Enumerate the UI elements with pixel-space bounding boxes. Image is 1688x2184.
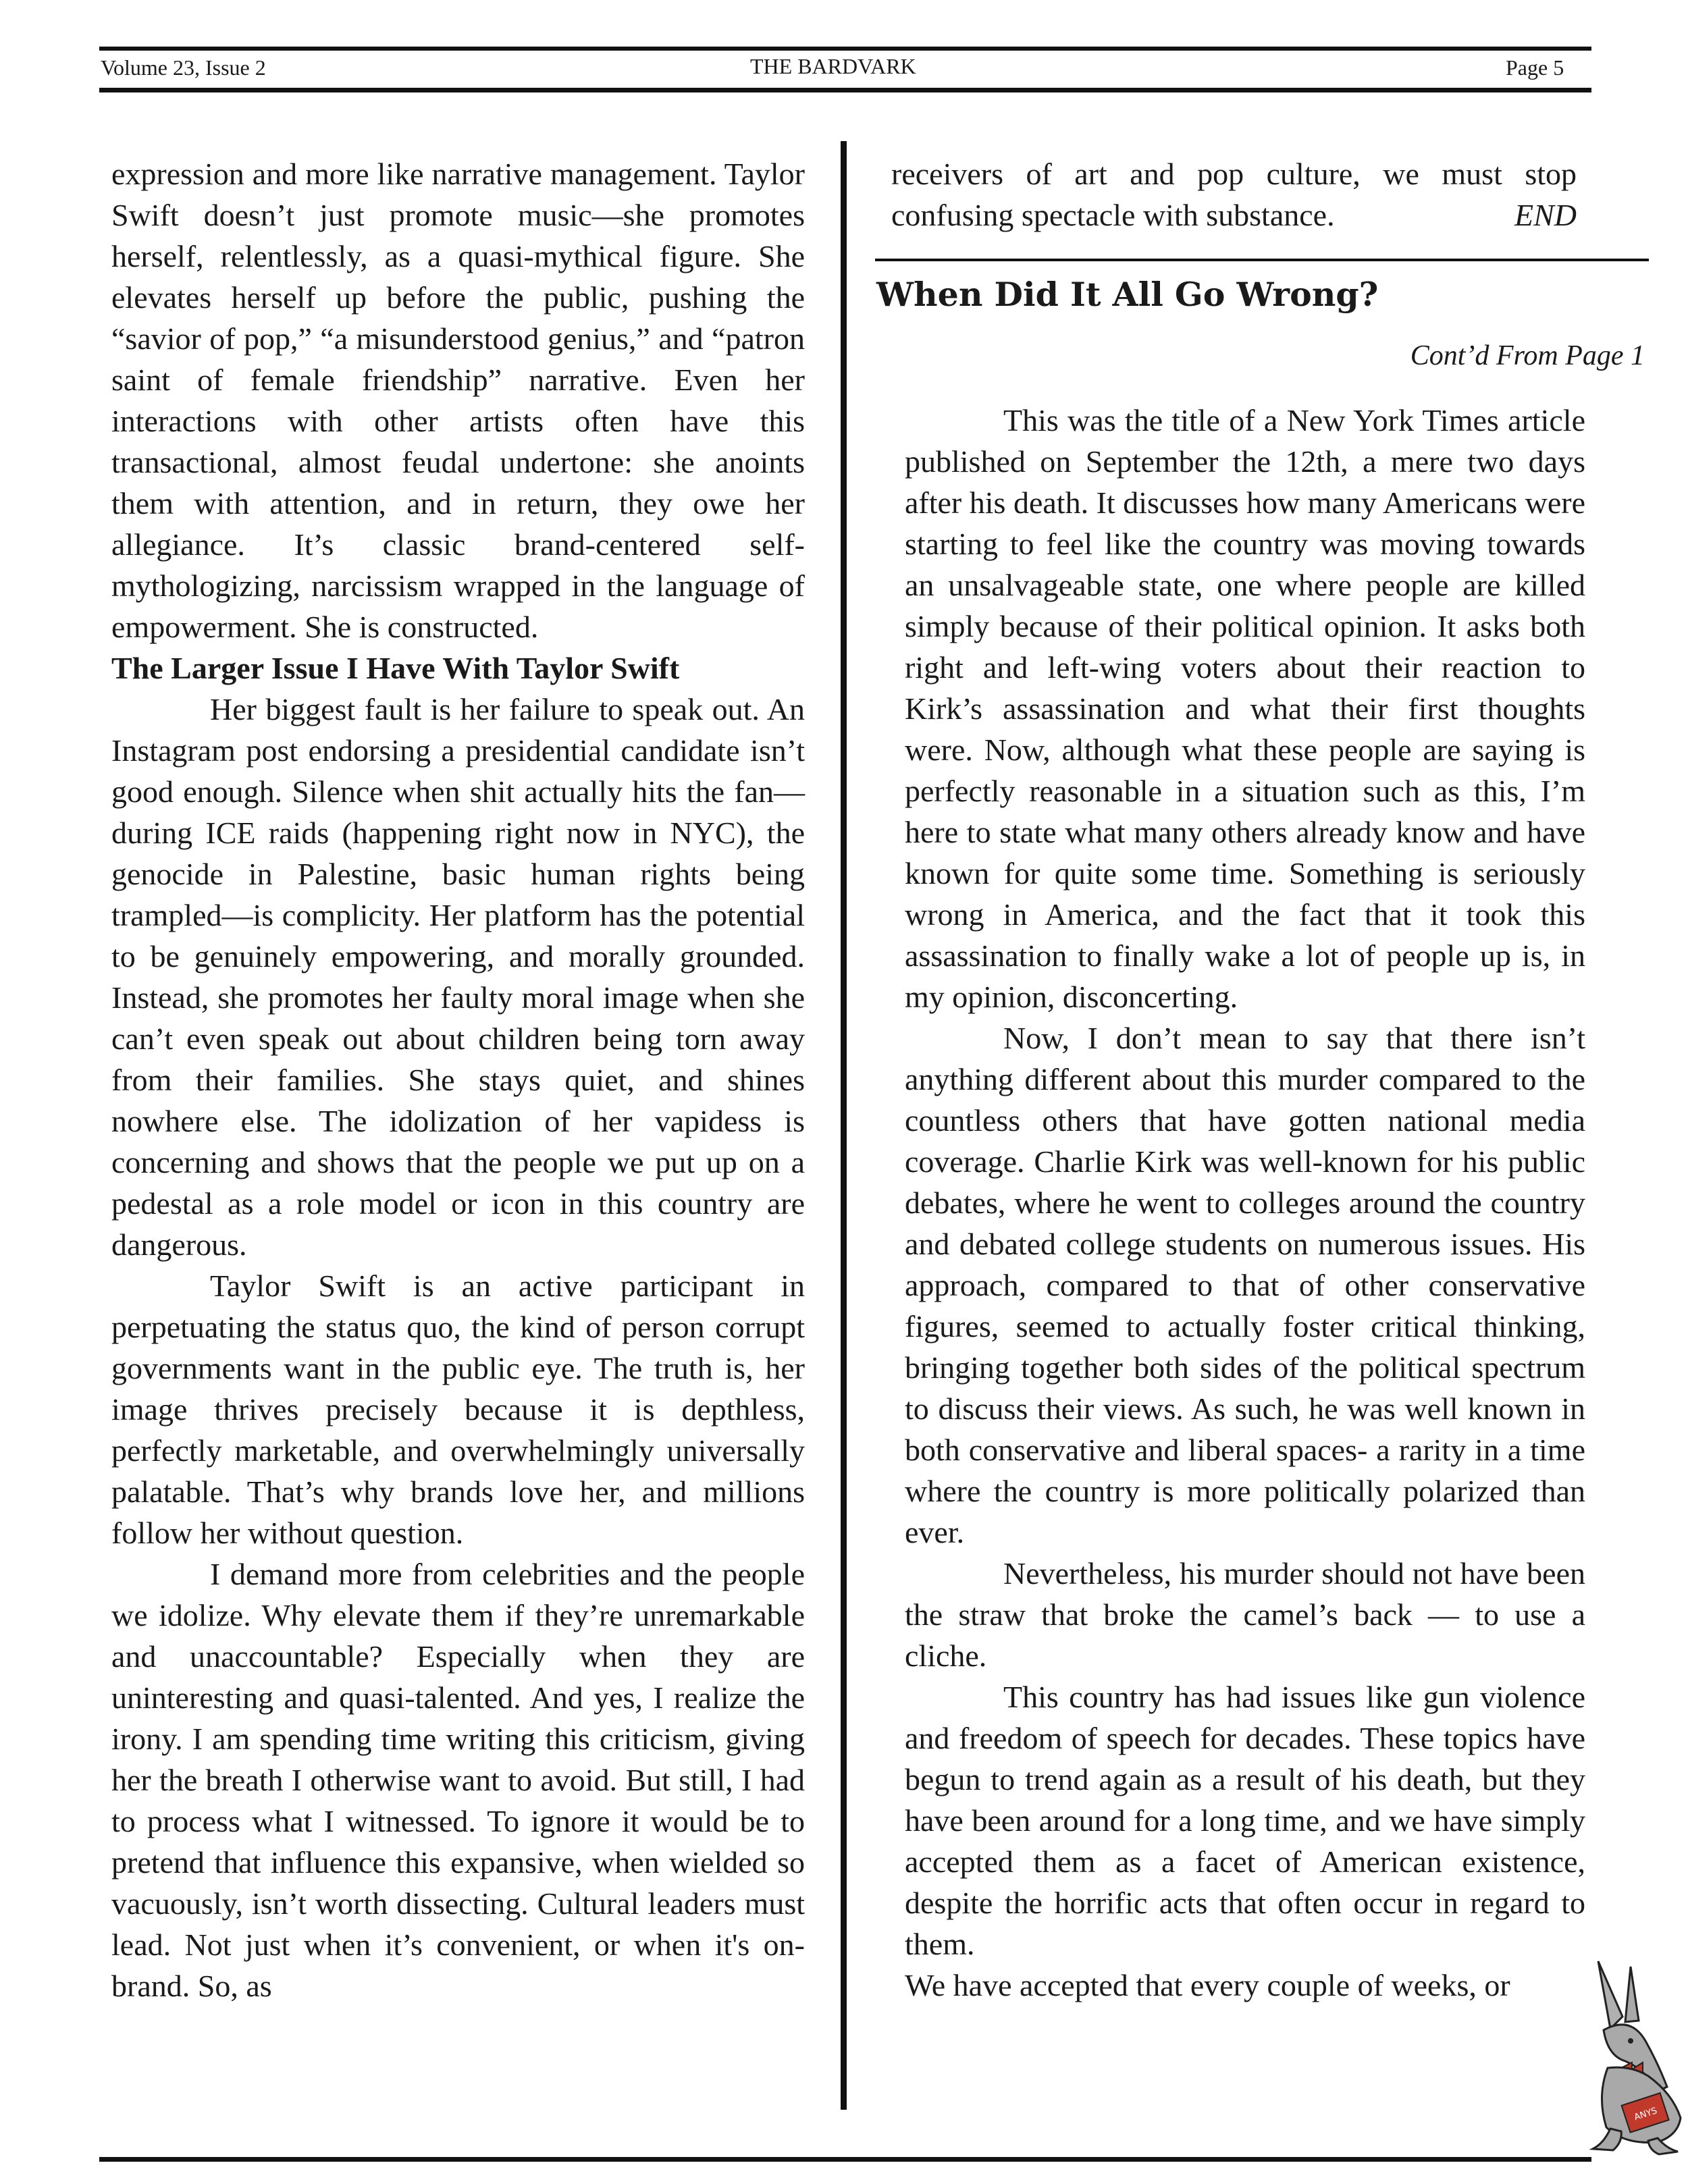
body-paragraph: Now, I don’t mean to say that there isn’t anything different about this murder compared to the countless others that have gotten national media coverage. Charlie Kirk was well-known for his public debates, where he went to colleges around the country and debated college students on numerous issues. His approach, compared to that of other conservative figures, seemed to actually foster critical thinking, bringing together both sides of the political spectrum to discuss their views. As such, he was well known in both conservative and liberal spaces- a rarity in a time where the country is more politically polarized than ever. [905,1021,1585,1549]
body-paragraph: Taylor Swift is an active participant in perpetuating the status quo, the kind of person corrupt governments want in the public eye. The truth is, her image thrives precisely because it is depthless, perfectly marketable, and overwhelmingly universally palatable. That’s why brands love her, and millions follow her without question. [111,1269,805,1550]
continuation-text: receivers of art and pop culture, we must stop confusing spectacle with substance. [891,157,1577,232]
right-column-article [905,400,1585,2006]
lead-paragraph: expression and more like narrative management. Taylor Swift doesn’t just promote music—she promotes herself, relentlessly, as a quasi-mythical figure. She elevates herself up before the public, pushing the “savior of pop,” “a misunderstood genius,” and “patron saint of female friendship” narrative. Even her interactions with other artists often have this transactional, almost feudal undertone: she anoints them with attention, and in return, they owe her allegiance. It’s classic brand-centered self-mythologizing, narcissism wrapped in the language of empowerment. She is constructed. [111,157,805,644]
final-line: We have accepted that every couple of weeks, or [905,1968,1510,2002]
end-marker: END [1514,198,1577,232]
body-paragraph: I demand more from celebrities and the people we idolize. Why elevate them if they’re unremarkable and unaccountable? Especially when they are uninteresting and quasi-talented. And yes, I realize the irony. I am spending time writing this criticism, giving her the breath I otherwise want to avoid. But still, I had to process what I witnessed. To ignore it would be to pretend that influence this expansive, when wielded so vacuously, isn’t worth dissecting. Cultural leaders must lead. Not just when it’s convenient, or when it's on-brand. So, as [111,1557,805,2003]
body-paragraph: Nevertheless, his murder should not have been the straw that broke the camel’s back — to use a cliche. [905,1556,1585,1673]
header-top-rule [99,47,1591,51]
header-bottom-rule [99,88,1591,92]
footer-rule [99,2157,1591,2162]
section-subheading: The Larger Issue I Have With Taylor Swift [111,651,680,685]
body-paragraph: Her biggest fault is her failure to speak out. An Instagram post endorsing a presidential candidate isn’t good enough. Silence when shit actually hits the fan—during ICE raids (happening right now in NYC), the genocide in Palestine, basic human rights being trampled—is complicity. Her platform has the potential to be genuinely empowering, and morally grounded. Instead, she promotes her faulty moral image when she can’t even speak out about children being torn away from their families. She stays quiet, and shines nowhere else. The idolization of her vapidess is concerning and shows that the people we put up on a pedestal as a role model or icon in this country are dangerous. [111,692,805,1262]
body-paragraph: This was the title of a New York Times article published on September the 12th, a mere two days after his death. It discusses how many Americans were starting to feel like the country was moving towards an unsalvageable state, one where people are killed simply because of their political opinion. It asks both right and left-wing voters about their reaction to Kirk’s assassination and what their first thoughts were. Now, although what these people are saying is perfectly reasonable in a situation such as this, I’m here to state what many others already know and have known for quite some time. Something is seriously wrong in America, and the fact that it took this assassination to finally wake a lot of people up is, in my opinion, disconcerting. [905,403,1585,1014]
header-page-number: Page 5 [1506,55,1564,80]
article-headline: When Did It All Go Wrong? [876,275,1379,314]
left-column [111,153,805,2006]
mascot-book-label: ANYS [1633,2106,1659,2123]
column-divider [841,141,847,2110]
article-separator-rule [875,259,1649,261]
header-volume-issue: Volume 23, Issue 2 [101,55,266,80]
aardvark-mascot-icon [1583,1954,1685,2157]
header-publication-name: THE BARDVARK [750,54,916,78]
previous-article-ending [891,153,1577,236]
body-paragraph: This country has had issues like gun violence and freedom of speech for decades. These topics have begun to trend again as a result of his death, but they have been around for a long time, and we have simply accepted them as a facet of American existence, despite the horrific acts that often occur in regard to them. [905,1680,1585,1961]
continued-from-note: Cont’d From Page 1 [1410,340,1645,371]
